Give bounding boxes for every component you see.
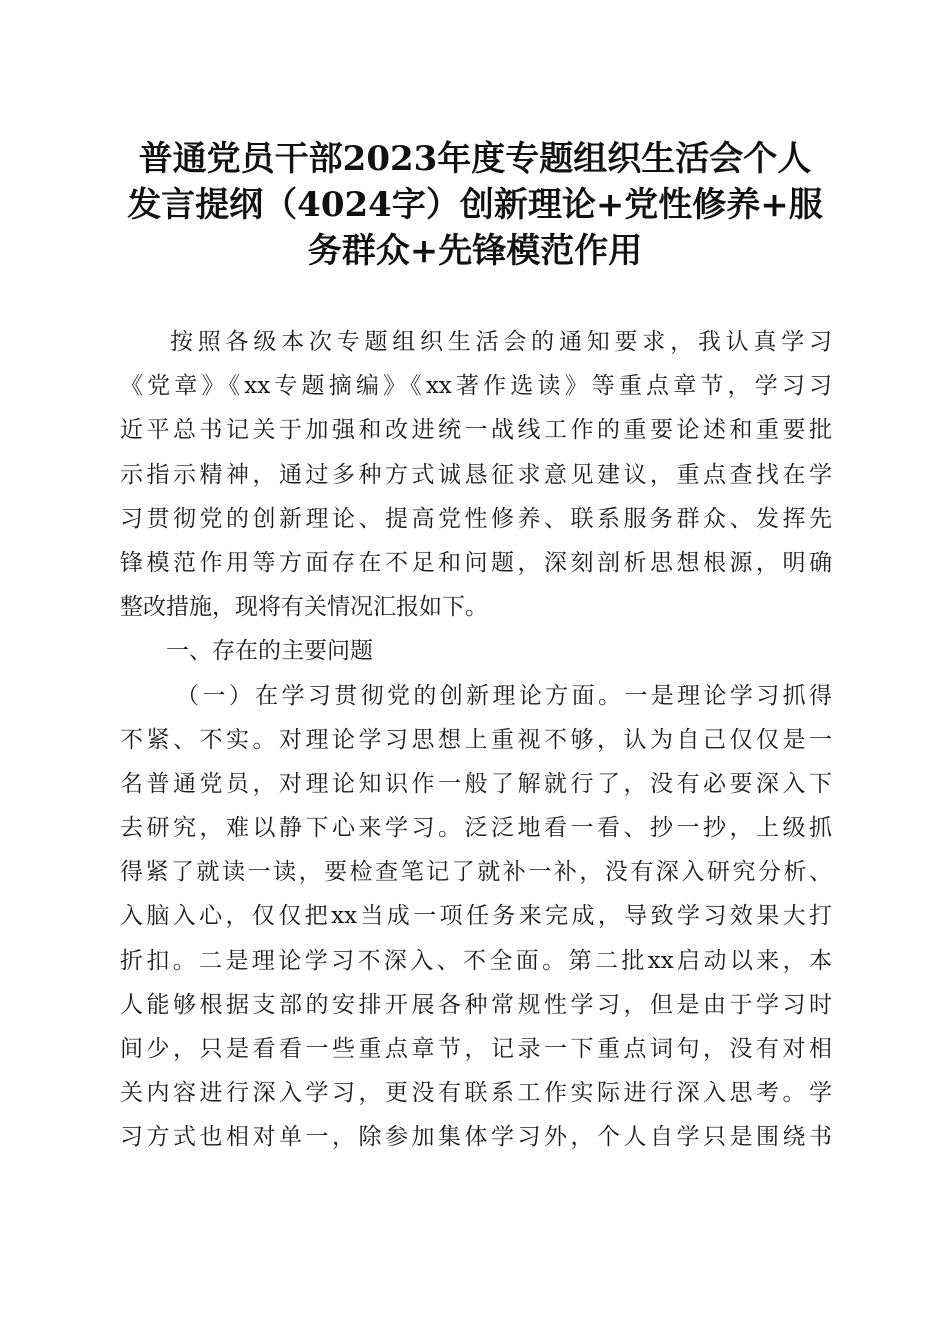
body-line: 得紧了就读一读，要检查笔记了就补一补，没有深入研究分析、 <box>120 859 832 886</box>
intro-line: 整改措施，现将有关情况汇报如下。 <box>120 594 488 621</box>
intro-line: 锋模范作用等方面存在不足和问题，深刻剖析思想根源，明确 <box>120 549 832 576</box>
section-heading: 一、存在的主要问题 <box>166 638 373 665</box>
title-line: 发言提纲（4024字）创新理论+党性修养+服 <box>127 185 823 225</box>
document-title <box>110 136 840 274</box>
intro-line: 按照各级本次专题组织生活会的通知要求，我认真学习 <box>170 329 832 355</box>
intro-line: 《党章》《xx专题摘编》《xx著作选读》等重点章节，学习习 <box>120 373 832 400</box>
body-line: 折扣。二是理论学习不深入、不全面。第二批xx启动以来，本 <box>120 947 832 974</box>
body-line: 不紧、不实。对理论学习思想上重视不够，认为自己仅仅是一 <box>120 726 832 753</box>
body-line: 关内容进行深入学习，更没有联系工作实际进行深入思考。学 <box>120 1080 832 1107</box>
body-line: 人能够根据支部的安排开展各种常规性学习，但是由于学习时 <box>120 991 832 1018</box>
body-line: 入脑入心，仅仅把xx当成一项任务来完成，导致学习效果大打 <box>120 903 832 930</box>
body-line: 名普通党员，对理论知识作一般了解就行了，没有必要深入下 <box>120 770 832 797</box>
sub-heading: （一）在学习贯彻党的创新理论方面。 <box>176 682 625 709</box>
body-line: 间少，只是看看一些重点章节，记录一下重点词句，没有对相 <box>120 1036 832 1062</box>
document-body <box>120 325 832 1165</box>
title-line: 务群众+先锋模范作用 <box>307 231 643 271</box>
body-line: 习方式也相对单一，除参加集体学习外，个人自学只是围绕书 <box>120 1124 832 1151</box>
title-line: 普通党员干部2023年度专题组织生活会个人 <box>138 139 812 179</box>
intro-line: 习贯彻党的创新理论、提高党性修养、联系服务群众、发挥先 <box>120 505 832 532</box>
intro-line: 近平总书记关于加强和改进统一战线工作的重要论述和重要批 <box>120 417 832 444</box>
body-line: 去研究，难以静下心来学习。泛泛地看一看、抄一抄，上级抓 <box>120 815 832 842</box>
sub-heading-line <box>120 679 832 723</box>
intro-line: 示指示精神，通过多种方式诚恳征求意见建议，重点查找在学 <box>120 461 832 488</box>
sub-heading-rest: 一是理论学习抓得 <box>624 682 832 709</box>
